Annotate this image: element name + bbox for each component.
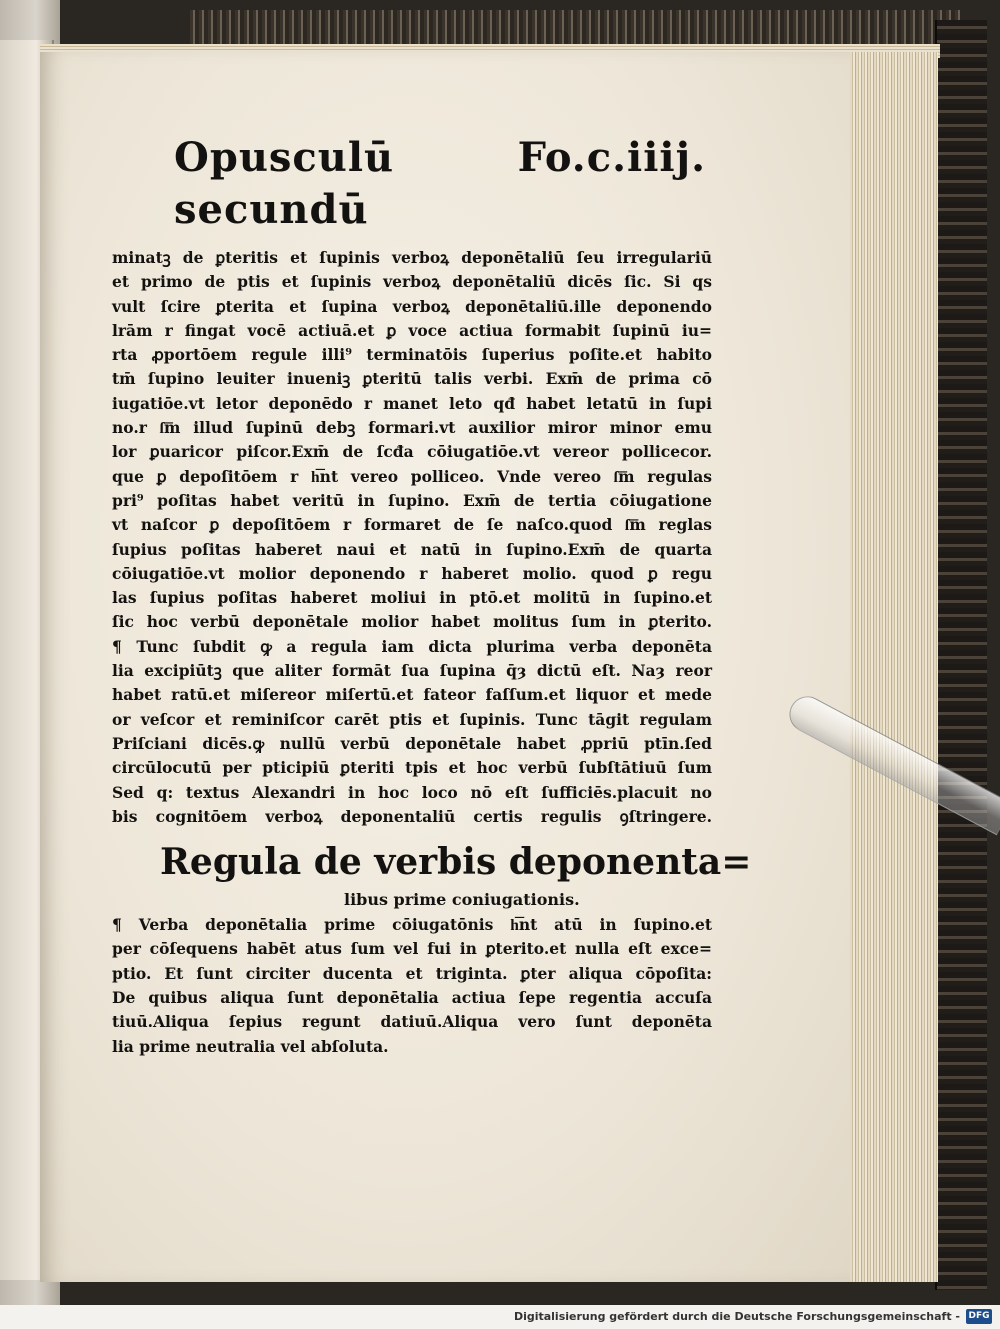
text-line: et primo de ptis et ſupinis verboꝝ deponētaliū dicēs ſic. Si qs: [112, 272, 712, 292]
text-line: lor ꝑuaricor piſcor.Exm̄ de ſcđa cōiugatiōe.vt vereor pollicecor.: [112, 442, 712, 462]
paragraph-1: [112, 246, 712, 635]
paragraph-3: [112, 913, 712, 1059]
text-line: cōiugatiōe.vt molior deponendo r haberet molio. quod ꝑ regu: [112, 563, 712, 583]
text-line: De quibus aliqua ſunt deponētalia actiua ſepe regentia accuſa: [112, 988, 712, 1008]
text-line: habet ratū.et miſereor miſertū.et fateor faſſum.et liquor et mede: [112, 685, 712, 705]
funding-credit: Digitalisierung gefördert durch die Deutsche Forschungsgemeinschaft -: [513, 1310, 960, 1323]
text-line: rta ꝓportōem regule illi⁹ terminatōis ſuperius poſite.et habito: [112, 345, 712, 365]
page-stack-edge: [850, 52, 938, 1282]
book-cover-right: [935, 20, 987, 1290]
text-line: vult ſcire ꝑterita et ſupina verboꝝ deponētaliū.ille deponendo: [112, 296, 712, 316]
dfg-logo: DFG: [966, 1309, 992, 1324]
text-line: tm̄ ſupino leuiter inueniꝫ ꝑteritū talis verbi. Exm̄ de prima cō: [112, 369, 712, 389]
text-line: ¶ Tunc ſubdit ꝙ a regula iam dicta plurima verba deponēta: [112, 636, 712, 656]
section-heading: Regula de verbis deponenta=: [160, 841, 752, 884]
text-line: vt naſcor ꝑ depoſitōem r formaret de ſe naſco.quod ſ͞m reglas: [112, 515, 712, 535]
text-line: Sed q: textus Alexandri in hoc loco nō eſt ſufficiēs.placuit no: [112, 782, 712, 802]
text-line: pri⁹ poſitas habet veritū in ſupino. Exm̄ de tertia cōiugatione: [112, 490, 712, 510]
text-line: circūlocutū per pticipiū ꝑteriti tpis et hoc verbū ſubſtātiuū ſum: [112, 758, 712, 778]
text-line: no.r ſ͞m illud ſupinū debꝫ formari.vt auxilior miror minor emu: [112, 418, 712, 438]
footer-bar: [0, 1305, 1000, 1329]
text-line: tiuū.Aliqua ſepius regunt datiuū.Aliqua vero ſunt deponēta: [112, 1012, 712, 1032]
running-head: [174, 132, 706, 236]
text-line: bis cognitōem verboꝝ deponentaliū certis regulis ꝯſtringere.: [112, 806, 712, 826]
text-block: [112, 132, 752, 1059]
text-line: ſic hoc verbū deponētale molior habet molitus ſum in ꝑterito.: [112, 612, 712, 632]
text-line: ptio. Et ſunt circiter ducenta et triginta. ꝑter aliqua cōpoſita:: [112, 963, 712, 983]
text-line: iugatiōe.vt letor deponēdo r manet leto qđ habet letatū in ſupi: [112, 393, 712, 413]
text-line: ¶ Verba deponētalia prime cōiugatōnis h͞nt atū in ſupino.et: [112, 915, 712, 935]
text-line: or veſcor et reminiſcor carēt ptis et ſupinis. Tunc tāgit regulam: [112, 709, 712, 729]
text-line: minatꝫ de ꝑteritis et ſupinis verboꝝ deponētaliū ſeu irregulariū: [112, 248, 712, 267]
text-line: lia excipiūtꝫ que aliter formāt ſua ſupina q̄ȝ dictū eſt. Naȝ reor: [112, 661, 712, 681]
text-line: Priſciani dicēs.ꝙ nullū verbū deponētale habet ꝓpriū ptīn.ſed: [112, 733, 712, 753]
text-line: que ꝑ depoſitōem r h͞nt vereo polliceo. Vnde vereo ſ͞m regulas: [112, 466, 712, 486]
folio-number: Fo.c.iiij.: [517, 134, 706, 181]
text-line: lia prime neutralia vel abſoluta.: [112, 1036, 389, 1056]
paragraph-2: [112, 635, 712, 829]
text-line: per cōſequens habēt atus ſum vel fui in ꝑterito.et nulla eſt exce=: [112, 939, 712, 959]
running-title: Opusculū secundū: [174, 134, 395, 233]
text-line: lrām r fingat vocē actiuā.et ꝑ voce actiua formabit ſupinū iu=: [112, 320, 712, 340]
text-line: las ſupius poſitas haberet moliui in ptō.et molitū in ſupino.et: [112, 588, 712, 608]
section-subheading: libus prime coniugationis.: [344, 890, 580, 910]
text-line: ſupius poſitas haberet naui et natū in ſupino.Exm̄ de quarta: [112, 539, 712, 559]
